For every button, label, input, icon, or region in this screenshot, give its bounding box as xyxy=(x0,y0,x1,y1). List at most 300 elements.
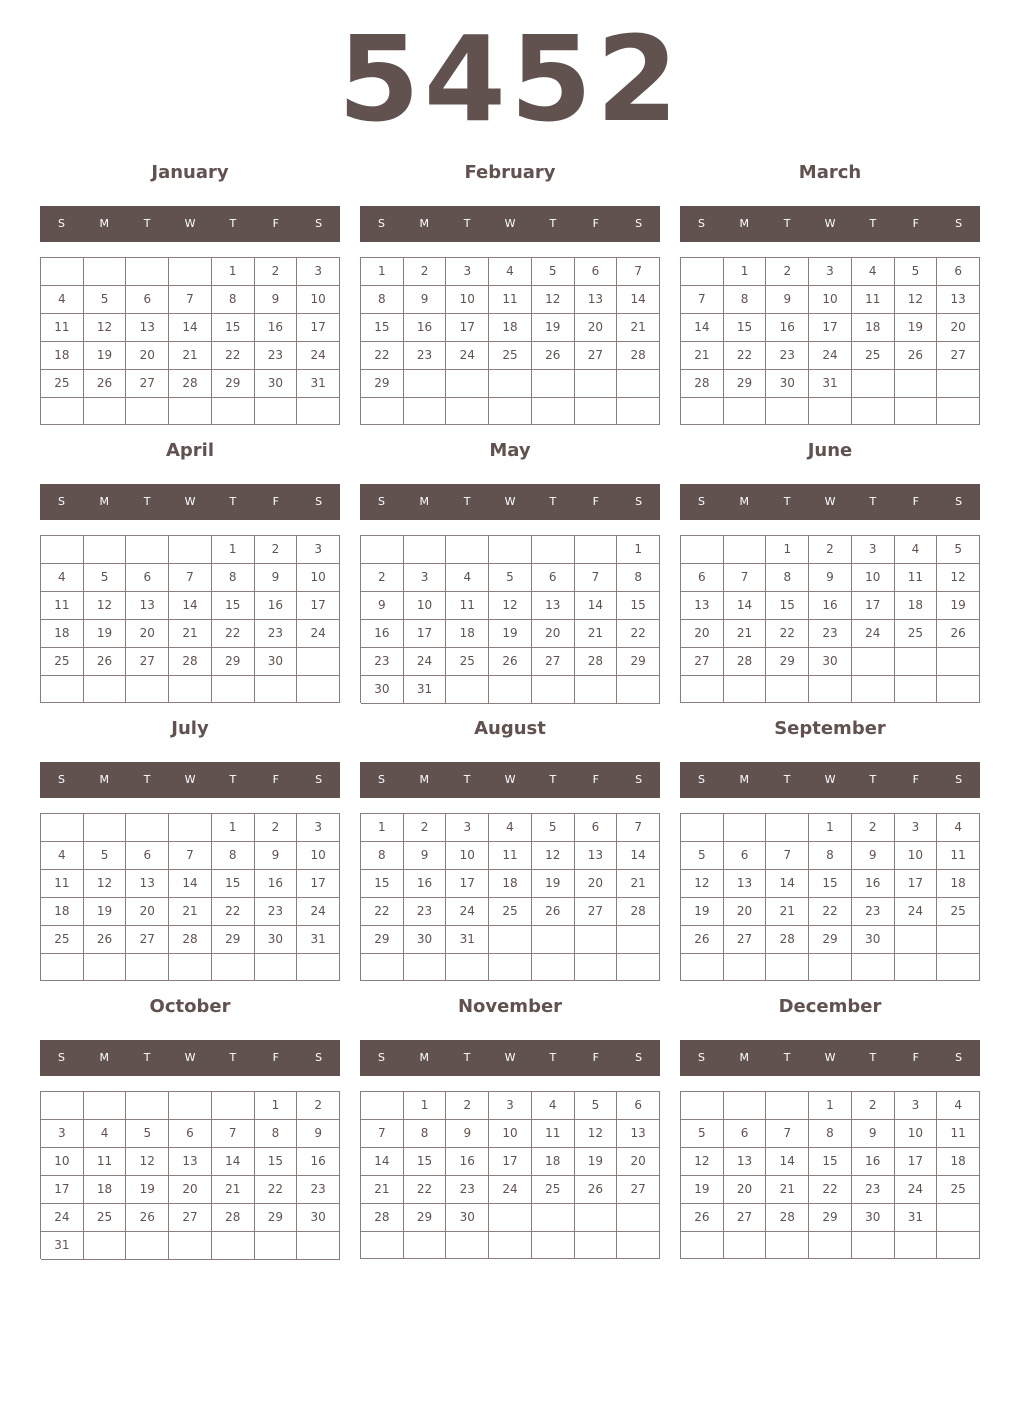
month-july xyxy=(40,717,340,987)
empty-day-cell xyxy=(169,676,212,703)
day-cell: 26 xyxy=(681,926,724,954)
day-cell: 8 xyxy=(212,842,255,870)
day-cell: 15 xyxy=(809,870,852,898)
empty-day-cell xyxy=(126,814,169,842)
day-cell: 31 xyxy=(809,370,852,398)
weekday-header xyxy=(40,484,340,520)
day-cell: 26 xyxy=(575,1176,618,1204)
day-cell: 20 xyxy=(724,898,767,926)
day-cell: 30 xyxy=(255,370,298,398)
day-cell: 1 xyxy=(255,1092,298,1120)
month-name: September xyxy=(774,718,886,739)
weekday-label: F xyxy=(912,495,919,508)
day-cell: 7 xyxy=(617,258,660,286)
day-cell: 24 xyxy=(297,898,340,926)
day-cell: 4 xyxy=(446,564,489,592)
empty-day-cell xyxy=(41,398,84,425)
day-cell: 29 xyxy=(361,926,404,954)
day-cell: 12 xyxy=(575,1120,618,1148)
day-cell: 28 xyxy=(169,648,212,676)
empty-day-cell xyxy=(617,370,660,398)
day-cell: 8 xyxy=(617,564,660,592)
empty-day-cell xyxy=(766,1232,809,1259)
day-grid xyxy=(40,813,340,981)
day-cell: 23 xyxy=(766,342,809,370)
day-cell: 3 xyxy=(809,258,852,286)
day-cell: 23 xyxy=(297,1176,340,1204)
day-cell: 8 xyxy=(255,1120,298,1148)
weekday-label: T xyxy=(549,217,557,230)
day-cell: 16 xyxy=(297,1148,340,1176)
day-cell: 6 xyxy=(617,1092,660,1120)
day-cell: 4 xyxy=(895,536,938,564)
day-cell: 4 xyxy=(489,258,532,286)
day-cell: 27 xyxy=(617,1176,660,1204)
empty-day-cell xyxy=(575,954,618,981)
day-cell: 31 xyxy=(446,926,489,954)
day-cell: 20 xyxy=(169,1176,212,1204)
day-cell: 28 xyxy=(169,926,212,954)
day-grid xyxy=(40,1091,340,1259)
day-cell: 15 xyxy=(766,592,809,620)
day-cell: 10 xyxy=(41,1148,84,1176)
day-cell: 17 xyxy=(895,870,938,898)
empty-day-cell xyxy=(617,398,660,425)
weekday-header xyxy=(680,762,980,798)
day-cell: 21 xyxy=(681,342,724,370)
weekday-header xyxy=(360,762,660,798)
day-cell: 15 xyxy=(212,314,255,342)
day-cell: 8 xyxy=(361,286,404,314)
day-cell: 23 xyxy=(404,898,447,926)
empty-day-cell xyxy=(575,926,618,954)
empty-day-cell xyxy=(169,1232,212,1260)
day-cell: 16 xyxy=(255,870,298,898)
weekday-header xyxy=(360,206,660,242)
empty-day-cell xyxy=(532,1232,575,1259)
empty-day-cell xyxy=(681,1232,724,1259)
day-cell: 24 xyxy=(852,620,895,648)
day-cell: 22 xyxy=(212,898,255,926)
empty-day-cell xyxy=(404,954,447,981)
weekday-header xyxy=(680,1040,980,1076)
day-cell: 10 xyxy=(809,286,852,314)
day-cell: 30 xyxy=(446,1204,489,1232)
day-cell: 15 xyxy=(617,592,660,620)
month-name: February xyxy=(464,162,556,183)
day-cell: 28 xyxy=(361,1204,404,1232)
empty-day-cell xyxy=(84,1232,127,1260)
month-january xyxy=(40,161,340,431)
day-cell: 17 xyxy=(297,592,340,620)
day-cell: 20 xyxy=(617,1148,660,1176)
day-cell: 14 xyxy=(169,314,212,342)
day-cell: 2 xyxy=(255,814,298,842)
weekday-label: M xyxy=(99,1051,110,1064)
day-cell: 7 xyxy=(575,564,618,592)
day-cell: 25 xyxy=(41,648,84,676)
empty-day-cell xyxy=(84,814,127,842)
empty-day-cell xyxy=(84,398,127,425)
weekday-label: T xyxy=(549,1051,557,1064)
weekday-label: T xyxy=(869,1051,877,1064)
day-cell: 8 xyxy=(361,842,404,870)
day-cell: 8 xyxy=(212,286,255,314)
empty-day-cell xyxy=(532,926,575,954)
empty-day-cell xyxy=(766,1092,809,1120)
empty-day-cell xyxy=(852,1232,895,1259)
day-cell: 21 xyxy=(724,620,767,648)
empty-day-cell xyxy=(532,954,575,981)
day-cell: 10 xyxy=(297,842,340,870)
day-cell: 26 xyxy=(126,1204,169,1232)
day-cell: 24 xyxy=(41,1204,84,1232)
day-cell: 6 xyxy=(126,842,169,870)
empty-day-cell xyxy=(617,1232,660,1259)
weekday-label: F xyxy=(592,217,599,230)
day-cell: 24 xyxy=(446,898,489,926)
day-cell: 19 xyxy=(84,898,127,926)
empty-day-cell xyxy=(169,954,212,981)
day-cell: 21 xyxy=(212,1176,255,1204)
weekday-label: T xyxy=(463,773,471,786)
day-cell: 20 xyxy=(126,620,169,648)
weekday-label: W xyxy=(504,217,516,230)
day-cell: 13 xyxy=(126,592,169,620)
empty-day-cell xyxy=(895,954,938,981)
day-cell: 19 xyxy=(681,1176,724,1204)
day-cell: 14 xyxy=(575,592,618,620)
weekday-label: S xyxy=(315,1051,323,1064)
day-cell: 6 xyxy=(575,258,618,286)
weekday-label: F xyxy=(272,217,279,230)
day-cell: 17 xyxy=(852,592,895,620)
day-cell: 2 xyxy=(404,258,447,286)
day-cell: 13 xyxy=(169,1148,212,1176)
day-cell: 21 xyxy=(617,314,660,342)
empty-day-cell xyxy=(84,954,127,981)
day-cell: 5 xyxy=(126,1120,169,1148)
day-cell: 5 xyxy=(532,258,575,286)
day-cell: 3 xyxy=(489,1092,532,1120)
weekday-label: T xyxy=(549,495,557,508)
day-cell: 25 xyxy=(84,1204,127,1232)
day-cell: 25 xyxy=(937,898,980,926)
day-cell: 17 xyxy=(41,1176,84,1204)
day-grid xyxy=(40,257,340,425)
month-october xyxy=(40,995,340,1265)
day-cell: 18 xyxy=(41,342,84,370)
weekday-label: T xyxy=(869,773,877,786)
day-grid xyxy=(360,535,660,703)
day-cell: 4 xyxy=(532,1092,575,1120)
day-grid xyxy=(360,813,660,981)
day-cell: 11 xyxy=(41,314,84,342)
day-cell: 27 xyxy=(532,648,575,676)
empty-day-cell xyxy=(361,1232,404,1259)
day-cell: 25 xyxy=(446,648,489,676)
day-cell: 23 xyxy=(852,898,895,926)
day-cell: 17 xyxy=(895,1148,938,1176)
day-cell: 15 xyxy=(361,314,404,342)
weekday-label: M xyxy=(739,217,750,230)
day-cell: 1 xyxy=(809,1092,852,1120)
empty-day-cell xyxy=(169,536,212,564)
empty-day-cell xyxy=(575,676,618,704)
day-cell: 4 xyxy=(84,1120,127,1148)
day-cell: 11 xyxy=(852,286,895,314)
empty-day-cell xyxy=(297,954,340,981)
empty-day-cell xyxy=(532,536,575,564)
day-cell: 21 xyxy=(617,870,660,898)
day-cell: 26 xyxy=(532,898,575,926)
day-cell: 19 xyxy=(575,1148,618,1176)
day-cell: 1 xyxy=(404,1092,447,1120)
empty-day-cell xyxy=(724,536,767,564)
day-cell: 13 xyxy=(126,314,169,342)
day-cell: 27 xyxy=(169,1204,212,1232)
day-cell: 16 xyxy=(404,314,447,342)
day-cell: 15 xyxy=(809,1148,852,1176)
day-cell: 12 xyxy=(84,870,127,898)
empty-day-cell xyxy=(724,954,767,981)
day-cell: 9 xyxy=(809,564,852,592)
day-cell: 15 xyxy=(361,870,404,898)
day-cell: 29 xyxy=(212,648,255,676)
day-cell: 15 xyxy=(212,592,255,620)
day-cell: 20 xyxy=(126,898,169,926)
day-cell: 10 xyxy=(446,842,489,870)
day-cell: 22 xyxy=(766,620,809,648)
weekday-label: T xyxy=(783,1051,791,1064)
empty-day-cell xyxy=(575,398,618,425)
day-cell: 19 xyxy=(681,898,724,926)
empty-day-cell xyxy=(937,926,980,954)
day-cell: 13 xyxy=(681,592,724,620)
day-cell: 4 xyxy=(937,1092,980,1120)
day-cell: 1 xyxy=(724,258,767,286)
empty-day-cell xyxy=(126,1232,169,1260)
day-cell: 5 xyxy=(937,536,980,564)
day-cell: 16 xyxy=(766,314,809,342)
day-cell: 3 xyxy=(297,814,340,842)
empty-day-cell xyxy=(937,648,980,676)
day-cell: 29 xyxy=(809,1204,852,1232)
weekday-label: T xyxy=(783,773,791,786)
day-cell: 30 xyxy=(297,1204,340,1232)
day-cell: 8 xyxy=(212,564,255,592)
day-cell: 8 xyxy=(766,564,809,592)
empty-day-cell xyxy=(84,1092,127,1120)
empty-day-cell xyxy=(255,954,298,981)
day-grid xyxy=(680,535,980,703)
day-cell: 5 xyxy=(84,286,127,314)
day-cell: 19 xyxy=(126,1176,169,1204)
day-cell: 14 xyxy=(212,1148,255,1176)
day-cell: 6 xyxy=(937,258,980,286)
empty-day-cell xyxy=(404,398,447,425)
month-november xyxy=(360,995,660,1265)
day-cell: 30 xyxy=(361,676,404,704)
day-cell: 11 xyxy=(84,1148,127,1176)
day-cell: 30 xyxy=(852,926,895,954)
day-cell: 25 xyxy=(852,342,895,370)
weekday-label: W xyxy=(824,773,836,786)
day-cell: 28 xyxy=(617,898,660,926)
empty-day-cell xyxy=(489,1232,532,1259)
day-cell: 24 xyxy=(404,648,447,676)
empty-day-cell xyxy=(895,926,938,954)
weekday-label: M xyxy=(419,217,430,230)
day-cell: 18 xyxy=(41,620,84,648)
empty-day-cell xyxy=(617,676,660,704)
day-cell: 11 xyxy=(41,870,84,898)
day-cell: 6 xyxy=(681,564,724,592)
day-cell: 8 xyxy=(724,286,767,314)
day-cell: 9 xyxy=(255,564,298,592)
day-cell: 5 xyxy=(681,842,724,870)
weekday-label: S xyxy=(315,495,323,508)
empty-day-cell xyxy=(361,954,404,981)
day-cell: 3 xyxy=(446,258,489,286)
empty-day-cell xyxy=(41,1092,84,1120)
weekday-label: S xyxy=(635,1051,643,1064)
empty-day-cell xyxy=(404,370,447,398)
day-cell: 6 xyxy=(532,564,575,592)
weekday-label: W xyxy=(824,217,836,230)
day-cell: 31 xyxy=(404,676,447,704)
empty-day-cell xyxy=(84,258,127,286)
empty-day-cell xyxy=(212,676,255,703)
day-grid xyxy=(680,257,980,425)
day-cell: 13 xyxy=(575,842,618,870)
empty-day-cell xyxy=(255,1232,298,1260)
empty-day-cell xyxy=(297,1232,340,1260)
day-cell: 27 xyxy=(575,898,618,926)
day-cell: 6 xyxy=(126,564,169,592)
empty-day-cell xyxy=(809,398,852,425)
day-cell: 27 xyxy=(937,342,980,370)
day-cell: 20 xyxy=(532,620,575,648)
day-cell: 10 xyxy=(446,286,489,314)
empty-day-cell xyxy=(297,398,340,425)
day-cell: 5 xyxy=(84,842,127,870)
month-august xyxy=(360,717,660,987)
day-cell: 6 xyxy=(724,1120,767,1148)
day-cell: 28 xyxy=(766,1204,809,1232)
empty-day-cell xyxy=(361,536,404,564)
weekday-label: M xyxy=(99,495,110,508)
day-cell: 5 xyxy=(895,258,938,286)
day-cell: 24 xyxy=(809,342,852,370)
day-cell: 27 xyxy=(126,370,169,398)
weekday-label: S xyxy=(635,773,643,786)
day-cell: 7 xyxy=(169,842,212,870)
day-cell: 31 xyxy=(297,926,340,954)
empty-day-cell xyxy=(937,954,980,981)
day-cell: 23 xyxy=(255,620,298,648)
day-cell: 28 xyxy=(766,926,809,954)
month-december xyxy=(680,995,980,1265)
weekday-label: F xyxy=(272,773,279,786)
weekday-label: M xyxy=(739,1051,750,1064)
empty-day-cell xyxy=(937,1232,980,1259)
day-cell: 4 xyxy=(489,814,532,842)
empty-day-cell xyxy=(724,1092,767,1120)
day-cell: 2 xyxy=(404,814,447,842)
day-cell: 14 xyxy=(766,870,809,898)
day-cell: 1 xyxy=(212,536,255,564)
weekday-label: F xyxy=(272,1051,279,1064)
weekday-label: F xyxy=(912,773,919,786)
day-cell: 9 xyxy=(404,842,447,870)
month-name: January xyxy=(151,162,229,183)
day-cell: 13 xyxy=(126,870,169,898)
empty-day-cell xyxy=(724,814,767,842)
empty-day-cell xyxy=(766,398,809,425)
weekday-header xyxy=(680,206,980,242)
weekday-label: S xyxy=(955,495,963,508)
weekday-label: F xyxy=(592,773,599,786)
day-cell: 30 xyxy=(766,370,809,398)
day-cell: 7 xyxy=(212,1120,255,1148)
day-cell: 13 xyxy=(937,286,980,314)
day-cell: 18 xyxy=(937,870,980,898)
day-cell: 7 xyxy=(361,1120,404,1148)
day-cell: 2 xyxy=(361,564,404,592)
year-title: 5452 xyxy=(337,10,683,148)
day-cell: 17 xyxy=(809,314,852,342)
empty-day-cell xyxy=(169,814,212,842)
day-cell: 3 xyxy=(297,258,340,286)
weekday-label: S xyxy=(315,773,323,786)
day-cell: 17 xyxy=(446,870,489,898)
empty-day-cell xyxy=(852,648,895,676)
weekday-label: W xyxy=(824,495,836,508)
empty-day-cell xyxy=(681,676,724,703)
day-cell: 12 xyxy=(84,314,127,342)
day-cell: 17 xyxy=(297,314,340,342)
day-cell: 10 xyxy=(895,842,938,870)
day-cell: 7 xyxy=(169,286,212,314)
empty-day-cell xyxy=(937,398,980,425)
day-cell: 10 xyxy=(852,564,895,592)
weekday-label: T xyxy=(783,495,791,508)
day-cell: 2 xyxy=(766,258,809,286)
day-cell: 18 xyxy=(41,898,84,926)
empty-day-cell xyxy=(169,398,212,425)
day-cell: 23 xyxy=(404,342,447,370)
day-cell: 4 xyxy=(41,286,84,314)
empty-day-cell xyxy=(852,398,895,425)
day-cell: 27 xyxy=(126,648,169,676)
weekday-label: T xyxy=(463,1051,471,1064)
weekday-label: F xyxy=(592,1051,599,1064)
day-cell: 7 xyxy=(617,814,660,842)
empty-day-cell xyxy=(297,648,340,676)
day-cell: 8 xyxy=(809,1120,852,1148)
day-cell: 29 xyxy=(361,370,404,398)
day-cell: 21 xyxy=(169,898,212,926)
day-cell: 1 xyxy=(809,814,852,842)
empty-day-cell xyxy=(895,1232,938,1259)
weekday-label: T xyxy=(463,495,471,508)
weekday-label: T xyxy=(869,495,877,508)
day-cell: 5 xyxy=(84,564,127,592)
day-cell: 21 xyxy=(766,898,809,926)
day-cell: 25 xyxy=(41,926,84,954)
day-cell: 28 xyxy=(724,648,767,676)
